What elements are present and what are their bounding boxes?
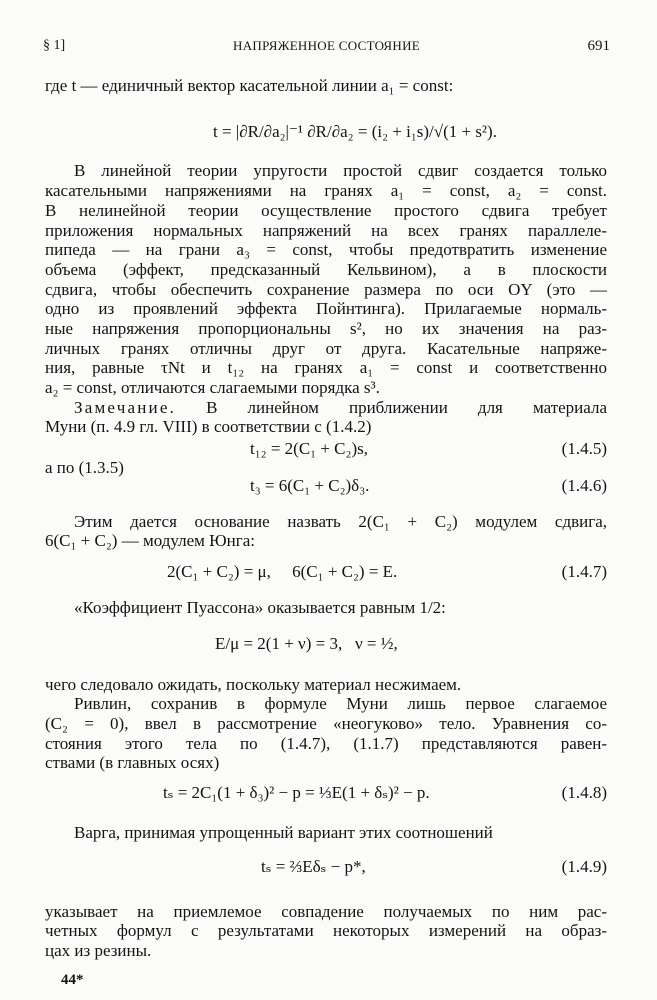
varga-line: Варга, принимая упрощенный вариант этих соотношений bbox=[74, 823, 493, 842]
poisson-after-line: чего следовало ожидать, поскольку материал несжимаем. bbox=[45, 675, 462, 694]
equation-1-4-7 bbox=[45, 559, 607, 585]
paragraph-4-line: цах из резины. bbox=[45, 941, 152, 960]
equation-1-4-6-number: (1.4.6) bbox=[561, 476, 607, 495]
paragraph-1-line: сдвига, чтобы обеспечить сохранение размера по оси OY (это — bbox=[45, 280, 607, 299]
paragraph-1-line: a₂ = const, отличаются слагаемыми порядка s³. bbox=[45, 378, 380, 397]
paragraph-1-line: пипеда — на грани a₃ = const, чтобы предотвратить изменение bbox=[45, 240, 607, 259]
paragraph-4-line: четных формул с результатами некоторых измерений на образ- bbox=[45, 921, 607, 940]
remark-line-1 bbox=[74, 398, 607, 418]
paragraph-1-line: объема (эффект, предсказанный Кельвином), а в плоскости bbox=[45, 260, 607, 279]
equation-1-4-6 bbox=[45, 473, 607, 499]
paragraph-1-line: В линейной теории упругости простой сдвиг создается только bbox=[74, 161, 607, 180]
equation-tangent-text: t = |∂R/∂a₂|⁻¹ ∂R/∂a₂ = (i₂ + i₁s)/√(1 + s²). bbox=[213, 122, 497, 141]
paragraph-1-line: ния, равные τNt и t₁₂ на гранях a₁ = const и соответственно bbox=[45, 358, 607, 377]
page-number: 691 bbox=[587, 38, 610, 54]
paragraph-1-line: одно из проявлений эффекта Пойнтинга). Прилагаемые нормаль- bbox=[45, 299, 607, 318]
paragraph-2-line: 6(C₁ + C₂) — модулем Юнга: bbox=[45, 531, 255, 550]
paragraph-1-line: В нелинейной теории осуществление простого сдвига требует bbox=[45, 201, 607, 220]
equation-1-4-6-body: t₃ = 6(C₁ + C₂)δ₃. bbox=[250, 476, 370, 495]
intro-text: где t — единичный вектор касательной линии a₁ = const: bbox=[45, 76, 454, 95]
poisson-line: «Коэффициент Пуассона» оказывается равным 1/2: bbox=[74, 598, 446, 617]
equation-1-4-9-number: (1.4.9) bbox=[561, 857, 607, 876]
paragraph-3-line: ствами (в главных осях) bbox=[45, 753, 220, 772]
equation-poisson-body: E/μ = 2(1 + ν) = 3, ν = ½, bbox=[215, 634, 398, 653]
equation-1-4-5-body: t₁₂ = 2(C₁ + C₂)s, bbox=[250, 439, 368, 458]
paragraph-1-line: касательными напряжениями на гранях a₁ = const, a₂ = const. bbox=[45, 181, 607, 200]
and-from-line: а по (1.3.5) bbox=[45, 458, 124, 477]
paragraph-3-line: (C₂ = 0), ввел в рассмотрение «неогуково» тело. Уравнения со- bbox=[45, 714, 607, 733]
equation-1-4-7-number: (1.4.7) bbox=[561, 562, 607, 581]
equation-1-4-8 bbox=[45, 776, 607, 810]
equation-tangent bbox=[45, 112, 607, 152]
running-header bbox=[43, 38, 610, 54]
remark-label: Замечание. bbox=[74, 398, 177, 417]
equation-1-4-7-body: 2(C₁ + C₂) = μ, 6(C₁ + C₂) = E. bbox=[167, 562, 398, 581]
equation-1-4-8-number: (1.4.8) bbox=[561, 783, 607, 802]
equation-1-4-5-number: (1.4.5) bbox=[561, 439, 607, 458]
signature-mark: 44* bbox=[61, 972, 84, 988]
equation-1-4-9-body: tₛ = ⅔Eδₛ − p*, bbox=[261, 857, 366, 876]
paragraph-1-line: ные напряжения пропорциональны s², но их значения на раз- bbox=[45, 319, 607, 338]
paragraph-3-line: Ривлин, сохранив в формуле Муни лишь первое слагаемое bbox=[74, 694, 607, 713]
equation-1-4-8-body: tₛ = 2C₁(1 + δ₃)² − p = ⅓E(1 + δₛ)² − p. bbox=[163, 783, 430, 802]
paragraph-2-line: Этим дается основание назвать 2(C₁ + C₂) модулем сдвига, bbox=[74, 512, 607, 531]
running-title: НАПРЯЖЕННОЕ СОСТОЯНИЕ bbox=[233, 38, 420, 53]
equation-poisson bbox=[45, 626, 607, 662]
equation-1-4-9 bbox=[45, 850, 607, 884]
remark-text: В линейном приближении для материала bbox=[206, 398, 607, 417]
paragraph-3-line: стояния этого тела по (1.4.7), (1.1.7) представляются равен- bbox=[45, 734, 607, 753]
intro-line bbox=[45, 76, 607, 96]
remark-line-2: Муни (п. 4.9 гл. VIII) в соответствии с (1.4.2) bbox=[45, 417, 372, 436]
paragraph-4-line: указывает на приемлемое совпадение получаемых по ним рас- bbox=[45, 902, 607, 921]
section-mark: § 1] bbox=[43, 38, 66, 53]
paragraph-1-line: приложения нормальных напряжений на всех гранях параллеле- bbox=[45, 221, 607, 240]
paragraph-1-line: личных гранях отличны друг от друга. Касательные напряже- bbox=[45, 339, 607, 358]
